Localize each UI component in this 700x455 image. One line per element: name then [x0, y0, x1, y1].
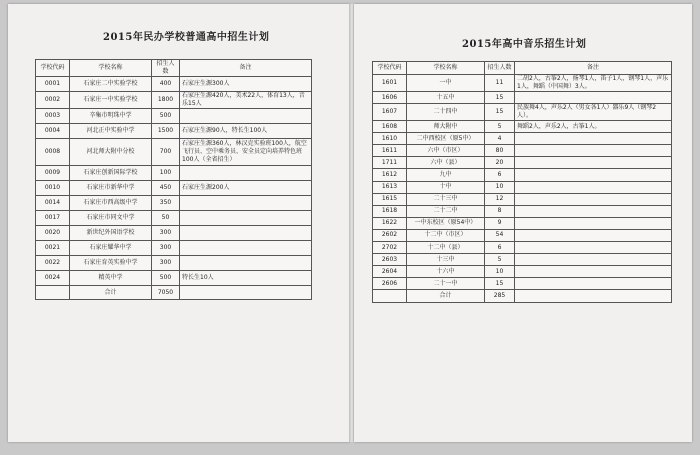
remarks-cell — [180, 256, 312, 271]
table-row — [36, 271, 312, 286]
enrollment-cell: 400 — [152, 77, 180, 92]
header-school-name: 学校名称 — [407, 62, 485, 75]
remarks-cell — [515, 217, 672, 229]
remarks-cell — [180, 226, 312, 241]
left-page-title: 2015年民办学校普通高中招生计划 — [103, 32, 270, 43]
header-remarks: 备注 — [515, 62, 672, 75]
school-name-cell: 石家庄市西高级中学 — [70, 196, 152, 211]
enrollment-cell: 11 — [485, 75, 515, 92]
school-name-cell: 十三中 — [407, 254, 485, 266]
remarks-cell — [180, 211, 312, 226]
table-row — [373, 75, 672, 92]
right-page — [354, 4, 692, 442]
school-code-cell: 1608 — [373, 121, 407, 133]
remarks-cell — [515, 229, 672, 241]
table-row — [373, 92, 672, 104]
remarks-cell — [515, 266, 672, 278]
remarks-cell — [515, 157, 672, 169]
school-code-cell: 1615 — [373, 193, 407, 205]
school-code-cell: 1606 — [373, 92, 407, 104]
school-code-cell: 0022 — [36, 256, 70, 271]
total-remarks-cell — [180, 286, 312, 300]
total-code-cell — [36, 286, 70, 300]
table-row — [373, 193, 672, 205]
school-code-cell: 0001 — [36, 77, 70, 92]
remarks-cell — [515, 254, 672, 266]
remarks-cell — [515, 278, 672, 290]
table-row — [373, 133, 672, 145]
school-name-cell: 石家庄育英实验中学 — [70, 256, 152, 271]
enrollment-cell: 350 — [152, 196, 180, 211]
remarks-cell — [515, 92, 672, 104]
school-code-cell: 2602 — [373, 229, 407, 241]
remarks-cell — [515, 133, 672, 145]
school-name-cell: 六中（市区） — [407, 145, 485, 157]
table-row — [36, 196, 312, 211]
remarks-cell — [180, 241, 312, 256]
enrollment-cell: 1800 — [152, 92, 180, 109]
music-enrollment-table — [372, 61, 672, 303]
total-code-cell — [373, 290, 407, 303]
school-code-cell: 1611 — [373, 145, 407, 157]
enrollment-cell: 500 — [152, 109, 180, 124]
school-code-cell: 0020 — [36, 226, 70, 241]
school-name-cell: 二十二中 — [407, 205, 485, 217]
remarks-cell — [515, 169, 672, 181]
remarks-cell — [515, 193, 672, 205]
enrollment-cell: 15 — [485, 278, 515, 290]
total-label: 合计 — [70, 286, 152, 300]
table-row — [36, 211, 312, 226]
school-code-cell: 1607 — [373, 104, 407, 121]
remarks-cell — [515, 205, 672, 217]
school-name-cell: 河北师大附中分校 — [70, 139, 152, 166]
remarks-cell — [180, 196, 312, 211]
remarks-cell: 民族舞4人，声乐2人（男女各1人）器乐9人（钢琴2人）。 — [515, 104, 672, 121]
enrollment-cell: 700 — [152, 139, 180, 166]
school-code-cell: 2606 — [373, 278, 407, 290]
total-row — [373, 290, 672, 303]
remarks-cell: 石家庄生源200人 — [180, 181, 312, 196]
school-name-cell: 二十一中 — [407, 278, 485, 290]
table-row — [373, 229, 672, 241]
enrollment-cell: 300 — [152, 226, 180, 241]
table-row — [36, 124, 312, 139]
enrollment-cell: 9 — [485, 217, 515, 229]
school-code-cell: 1601 — [373, 75, 407, 92]
enrollment-cell: 300 — [152, 241, 180, 256]
enrollment-cell: 100 — [152, 166, 180, 181]
enrollment-cell: 12 — [485, 193, 515, 205]
table-row — [36, 226, 312, 241]
remarks-cell: 石家庄生源90人，特长生100人 — [180, 124, 312, 139]
remarks-cell: 石家庄生源300人 — [180, 77, 312, 92]
school-code-cell: 0010 — [36, 181, 70, 196]
enrollment-cell: 5 — [485, 254, 515, 266]
enrollment-cell: 6 — [485, 242, 515, 254]
school-name-cell: 六中（县） — [407, 157, 485, 169]
enrollment-cell: 10 — [485, 266, 515, 278]
school-code-cell: 0002 — [36, 92, 70, 109]
enrollment-cell: 54 — [485, 229, 515, 241]
school-code-cell: 0008 — [36, 139, 70, 166]
enrollment-cell: 6 — [485, 169, 515, 181]
school-name-cell: 十二中（市区） — [407, 229, 485, 241]
school-name-cell: 精英中学 — [70, 271, 152, 286]
enrollment-cell: 8 — [485, 205, 515, 217]
enrollment-cell: 4 — [485, 133, 515, 145]
remarks-cell — [515, 181, 672, 193]
school-code-cell: 1618 — [373, 205, 407, 217]
enrollment-cell: 500 — [152, 271, 180, 286]
school-code-cell: 0009 — [36, 166, 70, 181]
school-code-cell: 0003 — [36, 109, 70, 124]
enrollment-cell: 15 — [485, 92, 515, 104]
remarks-cell: 石家庄生源360人，林汉克实验班100人，航空飞行员、空中乘务员、安全员定向培养特色班100人（全省招生） — [180, 139, 312, 166]
enrollment-cell: 300 — [152, 256, 180, 271]
remarks-cell: 特长生10人 — [180, 271, 312, 286]
school-code-cell: 1612 — [373, 169, 407, 181]
table-row — [36, 241, 312, 256]
table-row — [36, 181, 312, 196]
table-row — [373, 181, 672, 193]
header-school-name: 学校名称 — [70, 60, 152, 77]
school-name-cell: 十五中 — [407, 92, 485, 104]
left-page — [8, 4, 350, 442]
header-school-code: 学校代码 — [36, 60, 70, 77]
table-row — [373, 266, 672, 278]
enrollment-cell: 15 — [485, 104, 515, 121]
remarks-cell — [515, 242, 672, 254]
school-code-cell: 0017 — [36, 211, 70, 226]
school-code-cell: 2604 — [373, 266, 407, 278]
remarks-cell — [515, 145, 672, 157]
table-row — [373, 217, 672, 229]
right-page-title: 2015年高中音乐招生计划 — [462, 39, 587, 50]
school-name-cell: 十六中 — [407, 266, 485, 278]
private-school-enrollment-table — [35, 59, 312, 300]
table-row — [373, 254, 672, 266]
remarks-cell: 石家庄生源420人，美术22人，体育13人，音乐15人 — [180, 92, 312, 109]
school-code-cell: 2603 — [373, 254, 407, 266]
table-header-row — [36, 60, 312, 77]
header-school-code: 学校代码 — [373, 62, 407, 75]
school-code-cell: 1711 — [373, 157, 407, 169]
school-name-cell: 二十三中 — [407, 193, 485, 205]
total-count: 7050 — [152, 286, 180, 300]
remarks-cell: 二胡2人，古筝2人，扬琴1人，笛子1人，钢琴1人，声乐1人，舞蹈（中国舞）3人。 — [515, 75, 672, 92]
school-code-cell: 0021 — [36, 241, 70, 256]
table-header-row — [373, 62, 672, 75]
enrollment-cell: 50 — [152, 211, 180, 226]
school-code-cell: 1622 — [373, 217, 407, 229]
remarks-cell — [180, 166, 312, 181]
school-name-cell: 石家庄市新华中学 — [70, 181, 152, 196]
enrollment-cell: 80 — [485, 145, 515, 157]
school-name-cell: 辛集市明珠中学 — [70, 109, 152, 124]
table-row — [373, 242, 672, 254]
table-row — [373, 121, 672, 133]
table-row — [373, 205, 672, 217]
school-name-cell: 石家庄耀华中学 — [70, 241, 152, 256]
total-label: 合计 — [407, 290, 485, 303]
school-code-cell: 1613 — [373, 181, 407, 193]
remarks-cell: 舞蹈2人，声乐2人，古筝1人。 — [515, 121, 672, 133]
table-row — [36, 92, 312, 109]
school-name-cell: 一中东校区（原54中） — [407, 217, 485, 229]
table-row — [36, 256, 312, 271]
table-row — [36, 166, 312, 181]
school-code-cell: 0014 — [36, 196, 70, 211]
school-name-cell: 十二中（县） — [407, 242, 485, 254]
total-remarks-cell — [515, 290, 672, 303]
enrollment-cell: 20 — [485, 157, 515, 169]
school-name-cell: 河北正中实验中学 — [70, 124, 152, 139]
total-count: 285 — [485, 290, 515, 303]
school-name-cell: 石家庄二中实验学校 — [70, 77, 152, 92]
enrollment-cell: 5 — [485, 121, 515, 133]
school-name-cell: 二中西校区（原5中） — [407, 133, 485, 145]
school-code-cell: 2702 — [373, 242, 407, 254]
school-name-cell: 师大附中 — [407, 121, 485, 133]
table-row — [373, 104, 672, 121]
table-row — [373, 145, 672, 157]
school-code-cell: 1610 — [373, 133, 407, 145]
remarks-cell — [180, 109, 312, 124]
school-name-cell: 一中 — [407, 75, 485, 92]
table-row — [36, 77, 312, 92]
school-code-cell: 0024 — [36, 271, 70, 286]
enrollment-cell: 10 — [485, 181, 515, 193]
header-remarks: 备注 — [180, 60, 312, 77]
school-name-cell: 新世纪外国语学校 — [70, 226, 152, 241]
school-name-cell: 九中 — [407, 169, 485, 181]
total-row — [36, 286, 312, 300]
header-enrollment: 招生人数 — [485, 62, 515, 75]
school-name-cell: 石家庄市同文中学 — [70, 211, 152, 226]
school-code-cell: 0004 — [36, 124, 70, 139]
school-name-cell: 十中 — [407, 181, 485, 193]
table-row — [373, 278, 672, 290]
table-row — [36, 109, 312, 124]
school-name-cell: 石家庄创新国际学校 — [70, 166, 152, 181]
school-name-cell: 石家庄一中实验学校 — [70, 92, 152, 109]
enrollment-cell: 450 — [152, 181, 180, 196]
table-row — [36, 139, 312, 166]
enrollment-cell: 1500 — [152, 124, 180, 139]
table-row — [373, 169, 672, 181]
school-name-cell: 二十四中 — [407, 104, 485, 121]
table-row — [373, 157, 672, 169]
header-enrollment: 招生人数 — [152, 60, 180, 77]
